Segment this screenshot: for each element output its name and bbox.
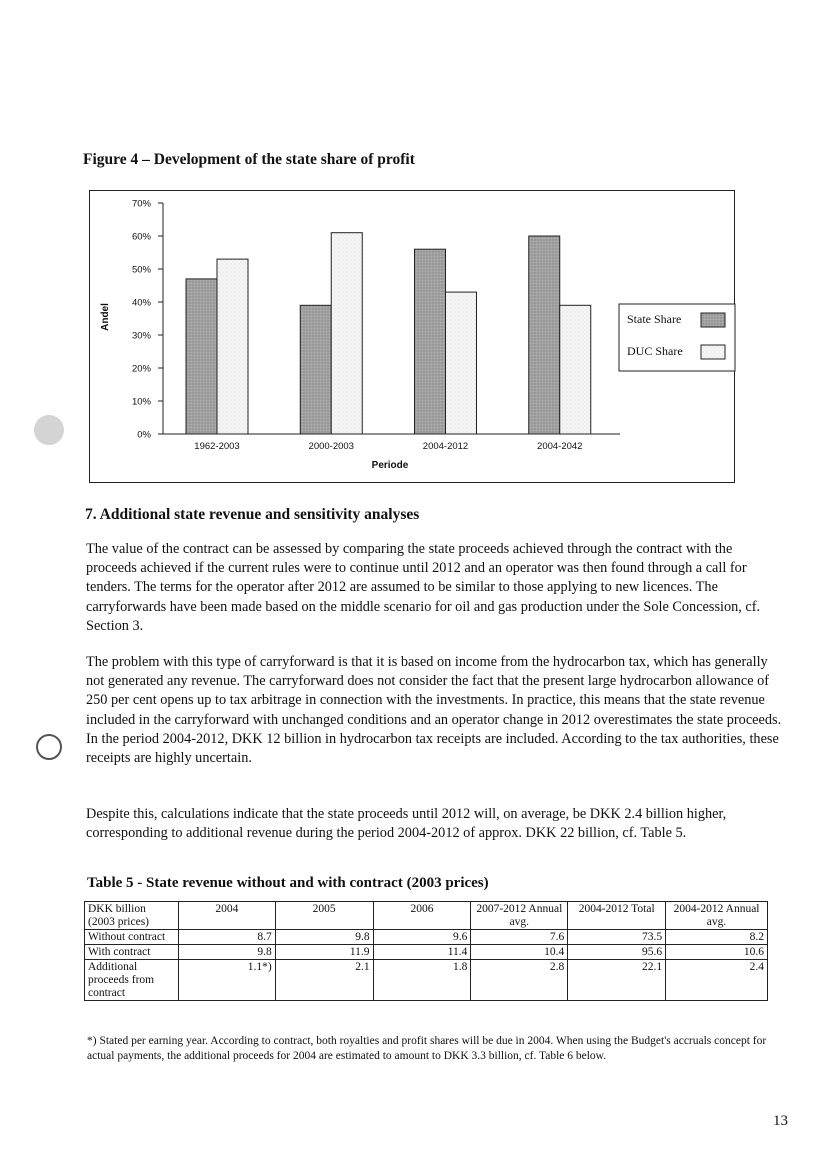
bar-duc-share-2004-2012	[446, 292, 477, 434]
bar-duc-share-2000-2003	[331, 233, 362, 434]
x-tick-label: 2000-2003	[308, 441, 354, 452]
row-label: Additional proceeds from contract	[85, 960, 179, 1001]
y-tick-label: 10%	[131, 396, 151, 408]
bar-chart	[90, 191, 736, 484]
header-cell: 2006	[373, 902, 471, 930]
y-tick-label: 60%	[131, 231, 151, 243]
table-cell: 7.6	[471, 930, 568, 945]
table-cell: 1.1*)	[178, 960, 275, 1001]
bar-state-share-2000-2003	[300, 305, 331, 434]
header-cell: 2007-2012 Annual avg.	[471, 902, 568, 930]
header-cell: 2005	[275, 902, 373, 930]
table-cell: 9.8	[275, 930, 373, 945]
header-cell: 2004	[178, 902, 275, 930]
row-label: With contract	[85, 945, 179, 960]
table-cell: 2.1	[275, 960, 373, 1001]
x-axis-label: Periode	[371, 460, 409, 471]
legend-label-duc-share: DUC Share	[627, 344, 683, 358]
table-cell: 22.1	[568, 960, 666, 1001]
figure-title: Figure 4 – Development of the state share of profit	[83, 151, 415, 168]
x-tick-label: 1962-2003	[194, 441, 240, 452]
table-cell: 10.6	[666, 945, 768, 960]
table-row	[85, 930, 768, 945]
punch-hole-bottom	[36, 734, 62, 760]
table-cell: 10.4	[471, 945, 568, 960]
x-tick-label: 2004-2042	[537, 441, 583, 452]
page-number: 13	[773, 1113, 788, 1129]
table-cell: 2.4	[666, 960, 768, 1001]
y-tick-label: 40%	[131, 297, 151, 309]
figure-box	[89, 190, 735, 483]
y-axis-label: Andel	[100, 303, 111, 331]
table-cell: 1.8	[373, 960, 471, 1001]
x-tick-label: 2004-2012	[422, 441, 469, 452]
bar-state-share-1962-2003	[186, 279, 217, 434]
y-tick-label: 0%	[137, 429, 151, 441]
table-cell: 9.6	[373, 930, 471, 945]
y-tick-label: 20%	[131, 363, 151, 375]
row-label: Without contract	[85, 930, 179, 945]
paragraph-1: The value of the contract can be assessed by comparing the state proceeds achieved through the contract with the proceeds achieved if the current rules were to continue until 2012 and an operator was then found through a call for tenders. The terms for the operator after 2012 are assumed to be similar to those applying to new licences. The carryforwards have been made based on the middle scenario for oil and gas production under the Sole Concession, cf. Section 3.	[86, 541, 761, 634]
header-cell: 2004-2012 Annual avg.	[666, 902, 768, 930]
table-cell: 11.9	[275, 945, 373, 960]
y-tick-label: 70%	[131, 198, 151, 210]
y-tick-label: 30%	[131, 330, 151, 342]
punch-hole-top	[34, 415, 64, 445]
header-cell: DKK billion (2003 prices)	[85, 902, 179, 930]
bar-duc-share-2004-2042	[560, 305, 591, 434]
y-tick-label: 50%	[131, 264, 151, 276]
table-cell: 95.6	[568, 945, 666, 960]
legend-swatch-state-share	[701, 313, 725, 327]
header-cell: 2004-2012 Total	[568, 902, 666, 930]
bar-state-share-2004-2042	[529, 236, 560, 434]
paragraph-3: Despite this, calculations indicate that the state proceeds until 2012 will, on average, be DKK 2.4 billion higher, corresponding to additional revenue during the period 2004-2012 of approx. DKK 22 billion, cf. Table 5.	[86, 806, 727, 842]
table-cell: 73.5	[568, 930, 666, 945]
table-title: Table 5 - State revenue without and with contract (2003 prices)	[87, 875, 489, 891]
table-row	[85, 960, 768, 1001]
legend-label-state-share: State Share	[627, 312, 682, 326]
table-cell: 8.2	[666, 930, 768, 945]
paragraph-2: The problem with this type of carryforward is that it is based on income from the hydrocarbon tax, which has generally not generated any revenue. The carryforward does not consider the fact that the present large hydrocarbon allowance of 250 per cent opens up to tax arbitrage in connection with the investments. In practice, this means that the state revenue included in the carryforward with unchanged conditions and an operator change in 2012 overestimates the state proceeds. In the period 2004-2012, DKK 12 billion in hydrocarbon tax receipts are included. According to the tax authorities, these receipts are highly uncertain.	[86, 654, 782, 767]
table-footnote: *) Stated per earning year. According to contract, both royalties and profit shares will be due in 2004. When using the Budget's accruals concept for actual payments, the additional proceeds for 2004 are estimated to amount to DKK 3.3 billion, cf. Table 6 below.	[87, 1035, 767, 1062]
legend-swatch-duc-share	[701, 345, 725, 359]
bar-state-share-2004-2012	[415, 249, 446, 434]
table-row	[85, 945, 768, 960]
table-cell: 2.8	[471, 960, 568, 1001]
revenue-table	[84, 901, 768, 1001]
section-heading: 7. Additional state revenue and sensitivity analyses	[85, 506, 420, 523]
table-header-row	[85, 902, 768, 930]
table-cell: 11.4	[373, 945, 471, 960]
table-cell: 9.8	[178, 945, 275, 960]
bar-duc-share-1962-2003	[217, 259, 248, 434]
table-cell: 8.7	[178, 930, 275, 945]
